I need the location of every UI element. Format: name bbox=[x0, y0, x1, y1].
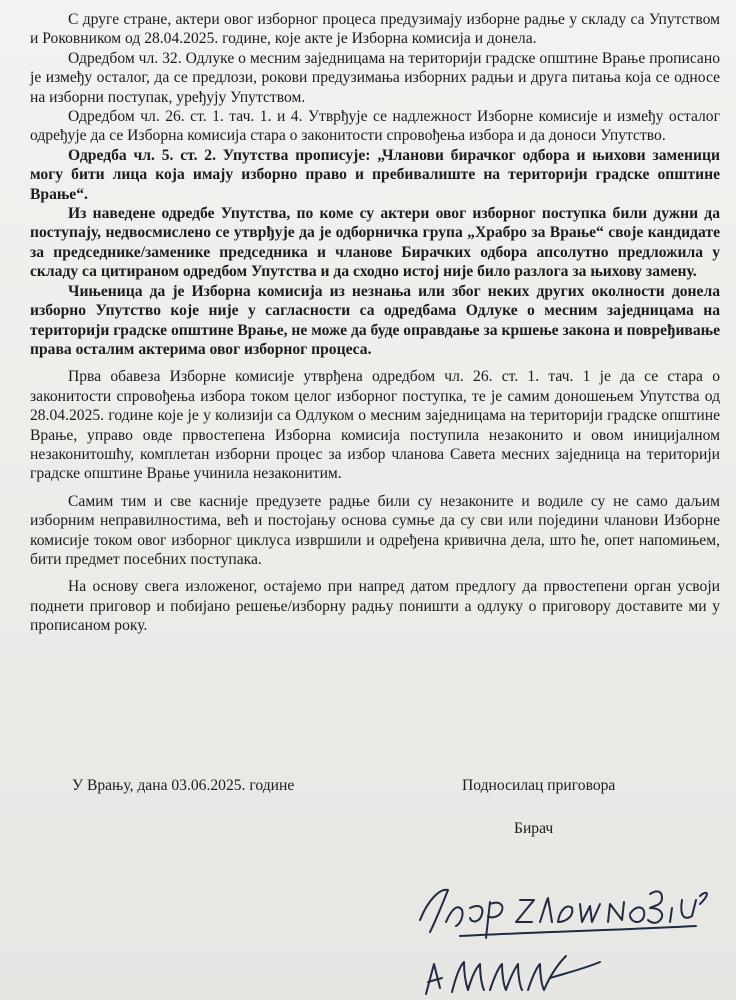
paragraph-bold: Одредба чл. 5. ст. 2. Упутства прописује: „Чланови бирачког одбора и њихови заменици могу бити лица која имају изборно право и пребивалиште на територији градске општине Врање“. bbox=[30, 146, 720, 203]
paragraph-bold: Чињеница да је Изборна комисија из незнања или због неких других околности донела изборно Упутство које није у сагласности са одредбама Одлуке о месним заједницама на територији градске општине Врање, не може да буде оправдање за кршење закона и повређивање права осталим актерима овог изборног процеса. bbox=[30, 282, 720, 358]
voter-label: Бирач bbox=[514, 820, 554, 837]
paragraph: Самим тим и све касније предузете радње били су незаконите и водиле су не само даљим изборним неправилностима, већ и постојању основа сумње да су сви или поједини чланови Изборне комисије током овог изборног циклуса извршили и одређена кривична дела, што ће, опет напомињем, бити предмет посебних поступака. bbox=[30, 492, 720, 568]
paragraph-bold: Из наведене одредбе Упутства, по коме су актери овог изборног поступка били дужни да поступају, недвосмислено се утврђује да је одборничка група „Храбро за Врање“ своје кандидате за председнике/заменике председника и чланове Бирачких одбора апсолутно предложила у складу са цитираном одредбом Упутства и да сходно истој није било разлога за њихову замену. bbox=[30, 205, 720, 281]
paragraph: Одредбом чл. 26. ст. 1. тач. 1. и 4. Утврђује се надлежност Изборне комисије и између осталог одређује да се Изборна комисија стара о законитости спровођења избора и да доноси Упутство. bbox=[30, 108, 720, 145]
paragraph: Прва обавеза Изборне комисије утврђена одредбом чл. 26. ст. 1. тач. 1 је да се стара о законитости спровођења избора током целог изборног поступка, те је самим доношењем Упутства од 28.04.2025. године које је у колизији са Одлуком о месним заједницама на територији градске општине Врање, управо овде првостепена Изборна комисија поступила незаконито и овом иницијалном незаконитошћу, комплетан изборни процес за избор чланова Савета месних заједница на територији градске општине Врање учинила незаконитим. bbox=[30, 368, 720, 483]
paragraph: На основу свега изложеног, остајемо при напред датом предлогу да првостепени орган усвоји поднети приговор и побијано решење/изборну радњу поништи а одлуку о приговору доставите ми у прописаном року. bbox=[30, 578, 720, 635]
paragraph: С друге стране, актери овог изборног процеса предузимају изборне радње у складу са Упутством и Роковником од 28.04.2025. године, које акте је Изборна комисија и донела. bbox=[30, 11, 720, 48]
place-date: У Врању, дана 03.06.2025. године bbox=[72, 777, 295, 794]
handwritten-signature bbox=[400, 860, 720, 1000]
paragraph: Одредбом чл. 32. Одлуке о месним заједницама на територији градске општине Врање прописано је између осталог, да се предлози, рокови предузимања изборних радњи и друга питања која се односе на изборни поступак, уређују Упутством. bbox=[30, 49, 720, 106]
complaint-body bbox=[30, 10, 720, 636]
submitter-label: Подносилац приговора bbox=[462, 777, 616, 794]
